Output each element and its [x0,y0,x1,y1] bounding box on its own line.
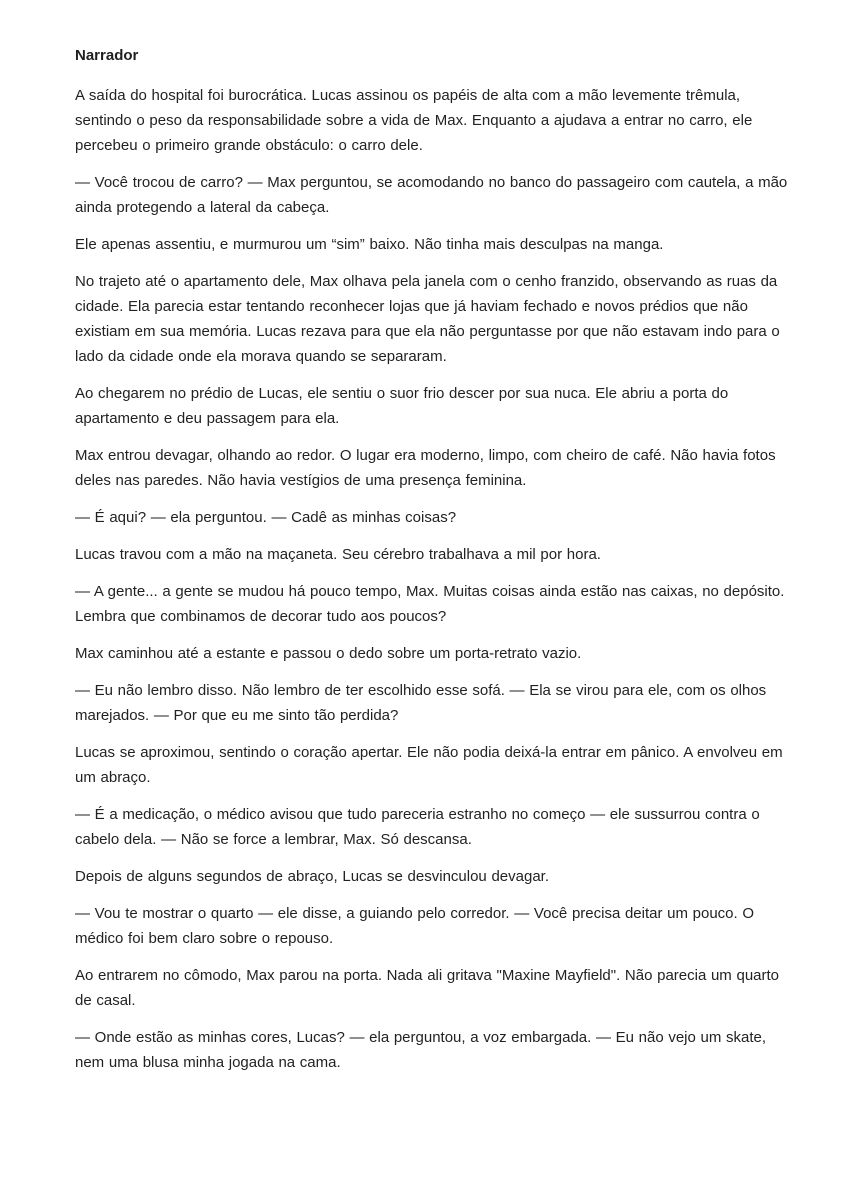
paragraph-narration: Max caminhou até a estante e passou o dedo sobre um porta-retrato vazio. [75,645,582,662]
paragraph-dialogue: — Você trocou de carro? — Max perguntou, se acomodando no banco do passageiro com cautela, a mão ainda protegendo a lateral da cabeça. [75,174,788,216]
paragraph-narration: No trajeto até o apartamento dele, Max olhava pela janela com o cenho franzido, observando as ruas da cidade. Ela parecia estar tentando reconhecer lojas que já haviam fechado e novos prédios que não existiam em sua memória. Lucas rezava para que ela não perguntasse por que não estavam indo para o lado da cidade onde ela morava quando se separaram. [75,273,780,365]
paragraph-narration: Ele apenas assentiu, e murmurou um “sim” baixo. Não tinha mais desculpas na manga. [75,236,664,253]
paragraph-narration: A saída do hospital foi burocrática. Lucas assinou os papéis de alta com a mão levemente trêmula, sentindo o peso da responsabilidade sobre a vida de Max. Enquanto a ajudava a entrar no carro, ele percebeu o primeiro grande obstáculo: o carro dele. [75,87,753,154]
paragraph-dialogue: — Eu não lembro disso. Não lembro de ter escolhido esse sofá. — Ela se virou para ele, com os olhos marejados. — Por que eu me sinto tão perdida? [75,682,767,724]
paragraph-dialogue: — É aqui? — ela perguntou. — Cadê as minhas coisas? [75,509,457,526]
paragraph-dialogue: — Onde estão as minhas cores, Lucas? — ela perguntou, a voz embargada. — Eu não vejo um skate, nem uma blusa minha jogada na cama. [75,1029,767,1071]
paragraph-dialogue: — A gente... a gente se mudou há pouco tempo, Max. Muitas coisas ainda estão nas caixas, no depósito. Lembra que combinamos de decorar tudo aos poucos? [75,583,785,625]
paragraph-narration: Lucas se aproximou, sentindo o coração apertar. Ele não podia deixá-la entrar em pânico. A envolveu em um abraço. [75,744,783,786]
paragraph-narration: Ao entrarem no cômodo, Max parou na porta. Nada ali gritava "Maxine Mayfield". Não parecia um quarto de casal. [75,967,780,1009]
paragraph-narration: Max entrou devagar, olhando ao redor. O lugar era moderno, limpo, com cheiro de café. Não havia fotos deles nas paredes. Não havia vestígios de uma presença feminina. [75,447,776,489]
paragraph-dialogue: — É a medicação, o médico avisou que tudo pareceria estranho no começo — ele sussurrou contra o cabelo dela. — Não se force a lembrar, Max. Só descansa. [75,806,760,848]
paragraph-dialogue: — Vou te mostrar o quarto — ele disse, a guiando pelo corredor. — Você precisa deitar um pouco. O médico foi bem claro sobre o repouso. [75,905,755,947]
paragraph-narration: Depois de alguns segundos de abraço, Lucas se desvinculou devagar. [75,868,549,885]
paragraph-narration: Ao chegarem no prédio de Lucas, ele sentiu o suor frio descer por sua nuca. Ele abriu a porta do apartamento e deu passagem para ela. [75,385,729,427]
document-title: Narrador [75,47,139,64]
paragraph-narration: Lucas travou com a mão na maçaneta. Seu cérebro trabalhava a mil por hora. [75,546,601,563]
